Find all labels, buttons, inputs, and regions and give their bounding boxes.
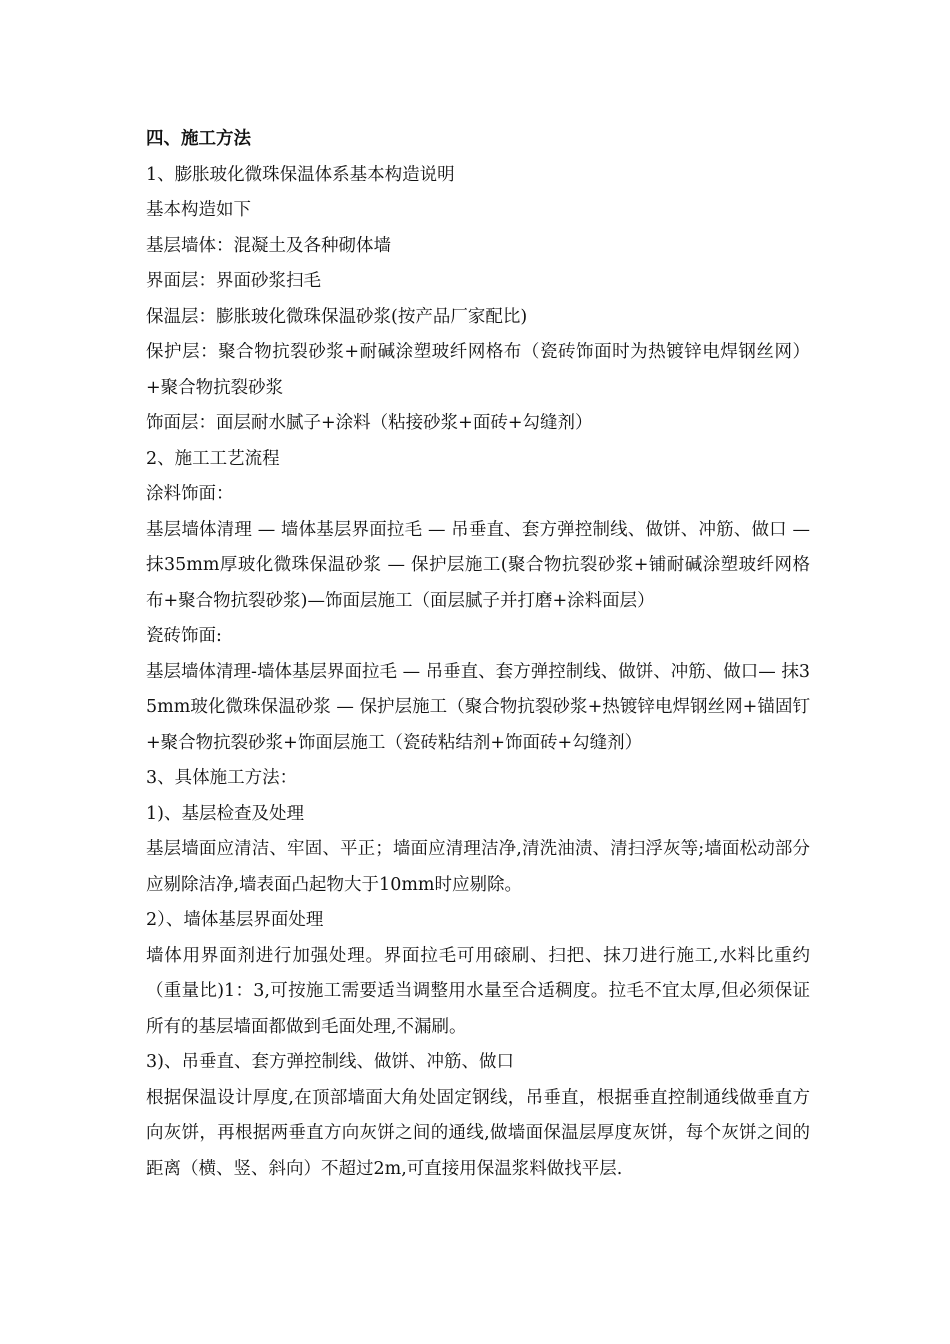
document-body: [146, 122, 810, 1187]
paragraph: 基层墙面应清洁、牢固、平正；墙面应清理洁净,清洗油渍、清扫浮灰等;墙面松动部分应剔除洁净,墙表面凸起物大于10mm时应剔除。: [146, 839, 810, 895]
subsection-title: 1)、基层检查及处理: [146, 803, 304, 824]
section-heading: 四、施工方法: [146, 129, 251, 149]
paragraph: 保温层：膨胀玻化微珠保温砂浆(按产品厂家配比): [146, 306, 528, 327]
paragraph: 涂料饰面：: [146, 484, 234, 504]
subsection-title: 3、具体施工方法：: [146, 768, 298, 788]
paragraph: 保护层：聚合物抗裂砂浆+耐碱涂塑玻纤网格布（瓷砖饰面时为热镀锌电焊钢丝网）+聚合物抗裂砂浆: [146, 342, 810, 398]
subsection-title: 2）、墙体基层界面处理: [146, 910, 324, 930]
paragraph: 基层墙体清理 — 墙体基层界面拉毛 — 吊垂直、套方弹控制线、做饼、冲筋、做口 — 抹35mm厚玻化微珠保温砂浆 — 保护层施工(聚合物抗裂砂浆+铺耐碱涂塑玻纤网格布+聚合物抗裂砂浆)—饰面层施工（面层腻子并打磨+涂料面层）: [146, 519, 810, 611]
paragraph: 墙体用界面剂进行加强处理。界面拉毛可用磙刷、扫把、抹刀进行施工,水料比重约（重量比)1：3,可按施工需要适当调整用水量至合适稠度。拉毛不宜太厚,但必须保证所有的基层墙面都做到毛面处理,不漏刷。: [146, 945, 810, 1037]
subsection-title: 3)、吊垂直、套方弹控制线、做饼、冲筋、做口: [146, 1052, 514, 1072]
paragraph: 饰面层：面层耐水腻子+涂料（粘接砂浆+面砖+勾缝剂）: [146, 413, 593, 433]
paragraph: 瓷砖饰面:: [146, 626, 222, 646]
paragraph: 基本构造如下: [146, 200, 251, 220]
paragraph: 基层墙体清理-墙体基层界面拉毛 — 吊垂直、套方弹控制线、做饼、冲筋、做口— 抹35mm玻化微珠保温砂浆 — 保护层施工（聚合物抗裂砂浆+热镀锌电焊钢丝网+锚固钉+聚合物抗裂砂浆+饰面层施工（瓷砖粘结剂+饰面砖+勾缝剂）: [146, 661, 810, 753]
paragraph: 界面层：界面砂浆扫毛: [146, 271, 321, 291]
subsection-title: 2、施工工艺流程: [146, 448, 280, 469]
paragraph: 根据保温设计厚度,在顶部墙面大角处固定钢线，吊垂直，根据垂直控制通线做垂直方向灰饼，再根据两垂直方向灰饼之间的通线,做墙面保温层厚度灰饼，每个灰饼之间的距离（横、竖、斜向）不超过2m,可直接用保温浆料做找平层.: [146, 1087, 810, 1179]
subsection-title: 1、膨胀玻化微珠保温体系基本构造说明: [146, 164, 455, 185]
paragraph: 基层墙体：混凝土及各种砌体墙: [146, 235, 391, 256]
